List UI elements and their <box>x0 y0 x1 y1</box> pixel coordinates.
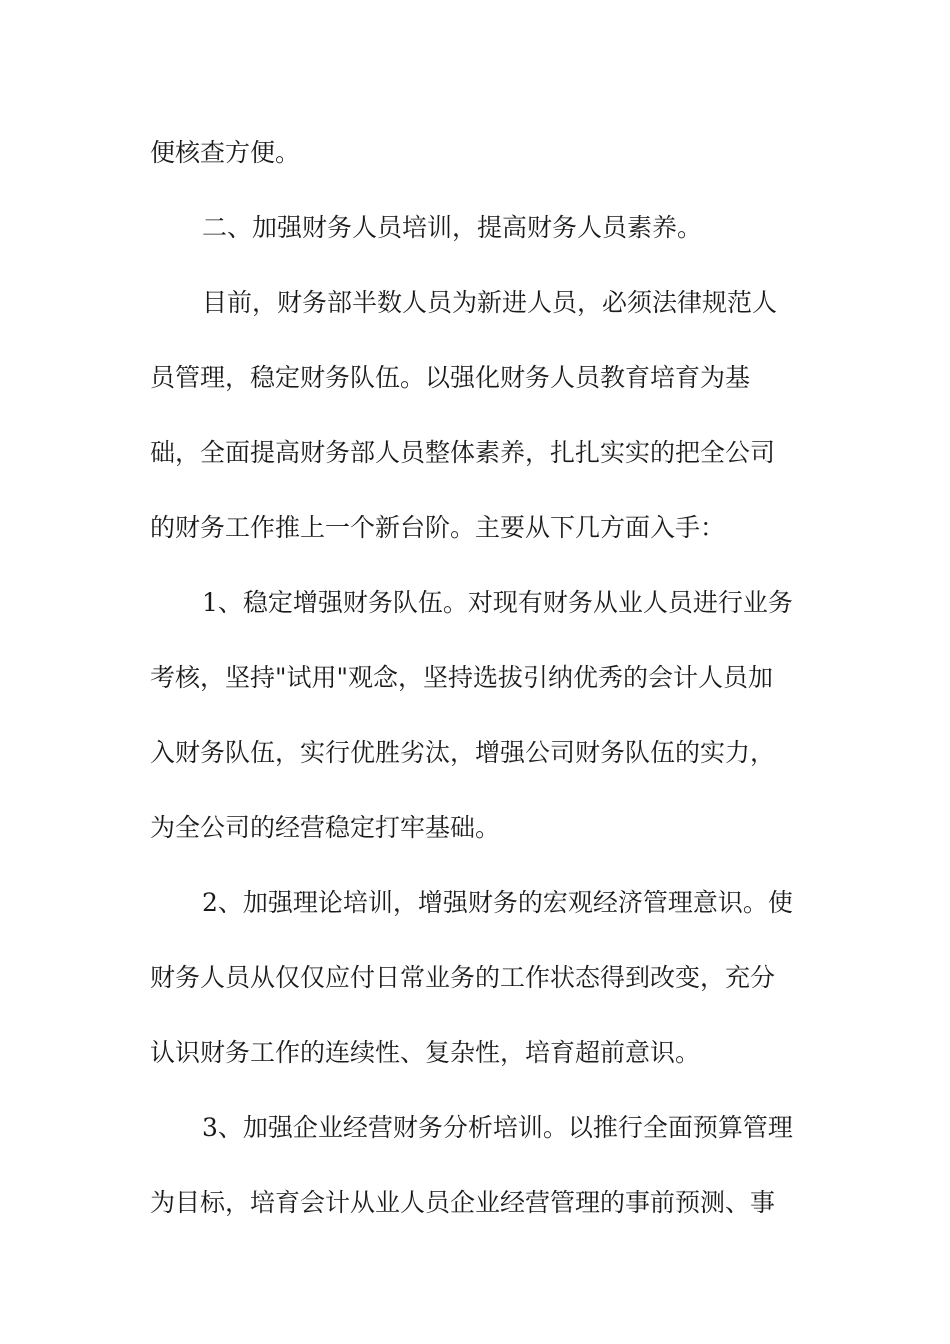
section-heading: 二、加强财务人员培训，提高财务人员素养。 <box>202 213 703 242</box>
text-line: 财务人员从仅仅应付日常业务的工作状态得到改变，充分 <box>150 963 776 992</box>
text-line: 为全公司的经营稳定打牢基础。 <box>150 813 501 842</box>
list-item-heading: 2、加强理论培训，增强财务的宏观经济管理意识。使 <box>202 888 793 917</box>
text-line: 的财务工作推上一个新台阶。主要从下几方面入手： <box>150 513 726 542</box>
text-line: 认识财务工作的连续性、复杂性，培育超前意识。 <box>150 1038 701 1067</box>
text-line: 员管理，稳定财务队伍。以强化财务人员教育培育为基 <box>150 363 751 392</box>
text-line: 便核查方便。 <box>150 138 301 167</box>
text-line: 为目标，培育会计从业人员企业经营管理的事前预测、事 <box>150 1188 776 1217</box>
text-line: 目前，财务部半数人员为新进人员，必须法律规范人 <box>202 288 778 317</box>
text-line: 入财务队伍，实行优胜劣汰，增强公司财务队伍的实力， <box>150 738 776 767</box>
list-item-heading: 1、稳定增强财务队伍。对现有财务从业人员进行业务 <box>202 588 793 617</box>
text-line: 础，全面提高财务部人员整体素养，扎扎实实的把全公司 <box>150 438 776 467</box>
text-line: 考核，坚持"试用"观念，坚持选拔引纳优秀的会计人员加 <box>150 663 774 692</box>
list-item-heading: 3、加强企业经营财务分析培训。以推行全面预算管理 <box>202 1113 793 1142</box>
